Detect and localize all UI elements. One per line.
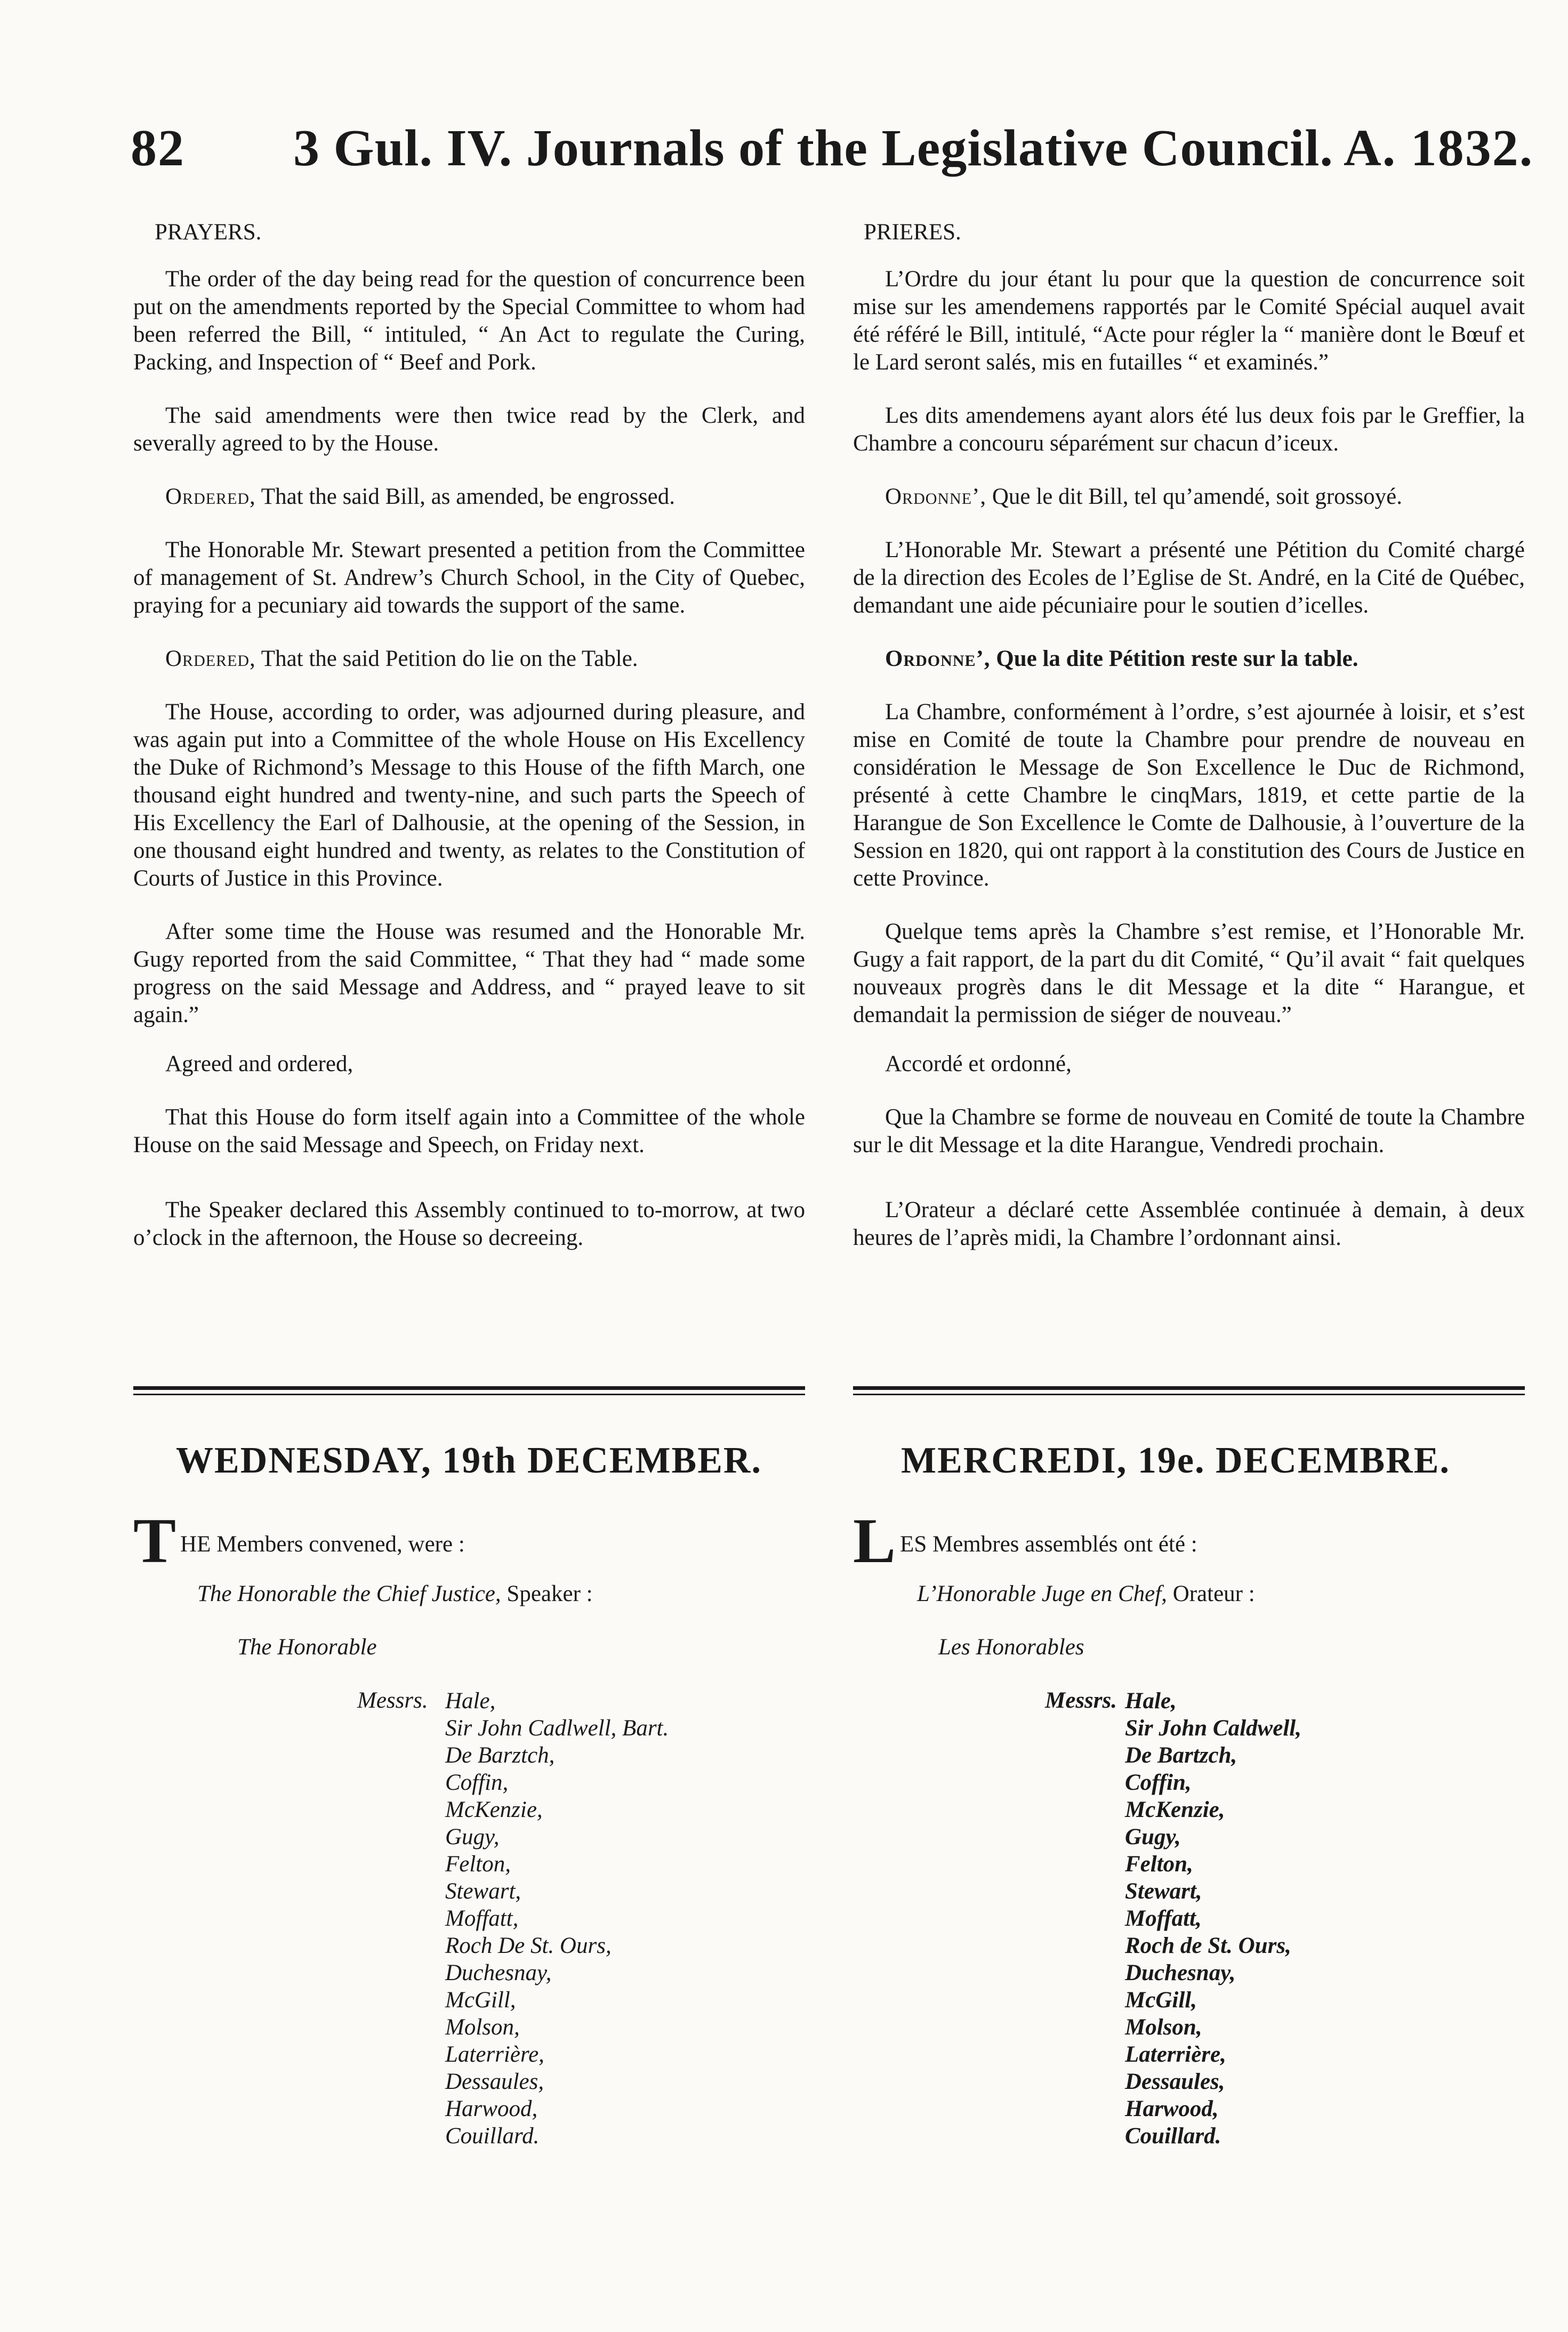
para-fr-6: La Chambre, conformément à l’ordre, s’est ajournée à loisir, et s’est mise en Comité de toute la Chambre pour prendre de nouveau en considération le Message de Son Excellence le Duc de Richmond, présenté à cette Chambre le cinqMars, 1819, et cette partie de la Harangue de Son Excellence le Comte de Dalhousie, à l’ouverture de la Session en 1820, qui ont rapport à la constitution des Cours de Justice en cette Province. xyxy=(853,699,1525,891)
member-name: De Bartzch, xyxy=(1125,1743,1237,1768)
ordered-text-en-2: That the said Petition do lie on the Table. xyxy=(261,646,638,671)
honorable-label-en: The Honorable xyxy=(237,1635,377,1660)
dropcap-fr: L xyxy=(853,1505,896,1576)
member-name: Harwood, xyxy=(1125,2096,1219,2121)
dropcap-en: T xyxy=(133,1505,176,1576)
page-year: A. 1832. xyxy=(1344,119,1534,177)
para-en-10: The Speaker declared this Assembly continued to to-morrow, at two o’clock in the afternoon, the House so decreeing. xyxy=(133,1197,805,1250)
member-name: Roch de St. Ours, xyxy=(1125,1933,1291,1958)
member-name: Moffatt, xyxy=(445,1906,519,1931)
speaker-role-fr: Orateur : xyxy=(1172,1581,1255,1606)
ordered-text-fr: Que le dit Bill, tel qu’amendé, soit grossoyé. xyxy=(992,484,1402,509)
member-name: Laterrière, xyxy=(445,2042,544,2067)
member-name: Duchesnay, xyxy=(445,1960,552,1985)
member-name: Moffatt, xyxy=(1125,1906,1202,1931)
member-name: Coffin, xyxy=(445,1770,509,1795)
para-en-1: The order of the day being read for the question of concurrence been put on the amendments reported by the Special Committee to whom had been referred the Bill, “ intituled, “ An Act to regulate the Curing, Packing, and Inspection of “ Beef and Pork. xyxy=(133,267,805,375)
para-fr-8: Accordé et ordonné, xyxy=(885,1051,1072,1076)
para-fr-10: L’Orateur a déclaré cette Assemblée continuée à demain, à deux heures de l’après midi, la Chambre l’ordonnant ainsi. xyxy=(853,1197,1525,1250)
para-fr-3 xyxy=(853,483,1525,511)
french-column xyxy=(853,219,1525,1252)
prayers-heading-fr: PRIERES. xyxy=(864,220,961,245)
member-name: Molson, xyxy=(1125,2015,1202,2040)
member-name: McKenzie, xyxy=(1125,1797,1225,1822)
members-line-en xyxy=(133,1505,465,1576)
member-name: Couillard. xyxy=(1125,2124,1221,2149)
member-name: Coffin, xyxy=(1125,1770,1192,1795)
para-fr-4: L’Honorable Mr. Stewart a présenté une Pétition du Comité chargé de la direction des Ecoles de l’Eglise de St. André, en la Cité de Québec, demandant une aide pécuniaire pour le soutien d’icelles. xyxy=(853,537,1525,618)
member-name: Stewart, xyxy=(1125,1879,1202,1904)
member-name: Gugy, xyxy=(1125,1824,1181,1849)
member-name: Roch De St. Ours, xyxy=(445,1933,612,1958)
member-name: Couillard. xyxy=(445,2124,540,2149)
para-en-7: After some time the House was resumed and the Honorable Mr. Gugy reported from the said Committee, “ That they had “ made some progress on the said Message and Address, and “ prayed leave to sit again.” xyxy=(133,919,805,1027)
ordered-text-fr-2: Que la dite Pétition reste sur la table. xyxy=(996,646,1358,671)
divider-fr-thin xyxy=(853,1394,1525,1395)
member-name: Hale, xyxy=(1125,1688,1177,1714)
page-number: 82 xyxy=(131,119,185,177)
para-en-2: The said amendments were then twice read by the Clerk, and severally agreed to by the House. xyxy=(133,403,805,456)
ordered-text-en: That the said Bill, as amended, be engrossed. xyxy=(261,484,675,509)
member-name: Hale, xyxy=(445,1688,496,1714)
speaker-title-fr: L’Honorable Juge en Chef, xyxy=(917,1581,1167,1606)
ordered-label-fr: Ordonne’, xyxy=(885,484,987,509)
member-name: McKenzie, xyxy=(445,1797,543,1822)
members-list-fr xyxy=(1125,1687,1301,2150)
member-name: McGill, xyxy=(445,1988,516,2013)
ordered-label-fr-2: Ordonne’, xyxy=(885,646,991,671)
speaker-role-en: Speaker : xyxy=(506,1581,593,1606)
para-en-9: That this House do form itself again into a Committee of the whole House on the said Message and Speech, on Friday next. xyxy=(133,1105,805,1157)
para-en-8: Agreed and ordered, xyxy=(165,1051,353,1076)
member-name: Stewart, xyxy=(445,1879,521,1904)
speaker-title-en: The Honorable the Chief Justice, xyxy=(197,1581,501,1606)
ordered-label-en-2: Ordered, xyxy=(165,646,256,671)
honorable-label-fr: Les Honorables xyxy=(938,1635,1084,1660)
member-name: Felton, xyxy=(445,1852,511,1877)
messrs-label-en: Messrs. xyxy=(357,1688,428,1713)
divider-en-thin xyxy=(133,1394,805,1395)
para-fr-5 xyxy=(853,645,1525,673)
ordered-label-en: Ordered, xyxy=(165,484,256,509)
page-title: 3 Gul. IV. Journals of the Legislative Council. xyxy=(293,119,1333,177)
prayers-heading-en: PRAYERS. xyxy=(155,220,262,245)
member-name: Dessaules, xyxy=(1125,2069,1225,2094)
para-en-5 xyxy=(133,645,805,673)
member-name: Harwood, xyxy=(445,2096,538,2121)
member-name: De Barztch, xyxy=(445,1743,555,1768)
member-name: Molson, xyxy=(445,2015,520,2040)
member-name: Sir John Cadlwell, Bart. xyxy=(445,1716,669,1741)
para-fr-9: Que la Chambre se forme de nouveau en Comité de toute la Chambre sur le dit Message et la dite Harangue, Vendredi prochain. xyxy=(853,1105,1525,1157)
para-en-3 xyxy=(133,483,805,511)
members-text-en: HE Members convened, were : xyxy=(180,1532,465,1557)
speaker-line-fr xyxy=(917,1581,1255,1607)
messrs-label-fr: Messrs. xyxy=(1045,1688,1117,1713)
members-line-fr xyxy=(853,1505,1197,1576)
member-name: Laterrière, xyxy=(1125,2042,1226,2067)
para-en-6: The House, according to order, was adjourned during pleasure, and was again put into a Committee of the whole House on His Excellency the Duke of Richmond’s Message to this House of the fifth March, one thousand eight hundred and twenty-nine, and such parts the Speech of His Excellency the Earl of Dalhousie, at the opening of the Session, in one thousand eight hundred and twenty, as relates to the Constitution of Courts of Justice in this Province. xyxy=(133,699,805,891)
member-name: Sir John Caldwell, xyxy=(1125,1716,1301,1741)
members-text-fr: ES Membres assemblés ont été : xyxy=(900,1532,1197,1557)
members-list-en xyxy=(445,1687,669,2150)
member-name: Gugy, xyxy=(445,1824,500,1849)
member-name: Felton, xyxy=(1125,1852,1193,1877)
member-name: Dessaules, xyxy=(445,2069,544,2094)
day-heading-en: WEDNESDAY, 19th DECEMBER. xyxy=(176,1440,762,1481)
day-heading-fr: MERCREDI, 19e. DECEMBRE. xyxy=(901,1440,1450,1481)
para-fr-1: L’Ordre du jour étant lu pour que la question de concurrence soit mise sur les amendemens rapportés par le Comité Spécial auquel avait été référé le Bill, intitulé, “Acte pour régler la “ manière dont le Bœuf et le Lard seront salés, mis en futailles “ et examinés.” xyxy=(853,267,1525,375)
divider-fr-thick xyxy=(853,1386,1525,1390)
member-name: Duchesnay, xyxy=(1125,1960,1236,1985)
speaker-line-en xyxy=(197,1581,593,1607)
para-fr-7: Quelque tems après la Chambre s’est remise, et l’Honorable Mr. Gugy a fait rapport, de la part du dit Comité, “ Qu’il avait “ fait quelques nouveaux progrès dans le dit Message et la dite “ Harangue, et demandait la permission de siéger de nouveau.” xyxy=(853,919,1525,1027)
para-fr-2: Les dits amendemens ayant alors été lus deux fois par le Greffier, la Chambre a concouru séparément sur chacun d’iceux. xyxy=(853,403,1525,456)
member-name: McGill, xyxy=(1125,1988,1197,2013)
para-en-4: The Honorable Mr. Stewart presented a petition from the Committee of management of St. Andrew’s Church School, in the City of Quebec, praying for a pecuniary aid towards the support of the same. xyxy=(133,537,805,618)
english-column xyxy=(133,219,805,1252)
divider-en-thick xyxy=(133,1386,805,1390)
